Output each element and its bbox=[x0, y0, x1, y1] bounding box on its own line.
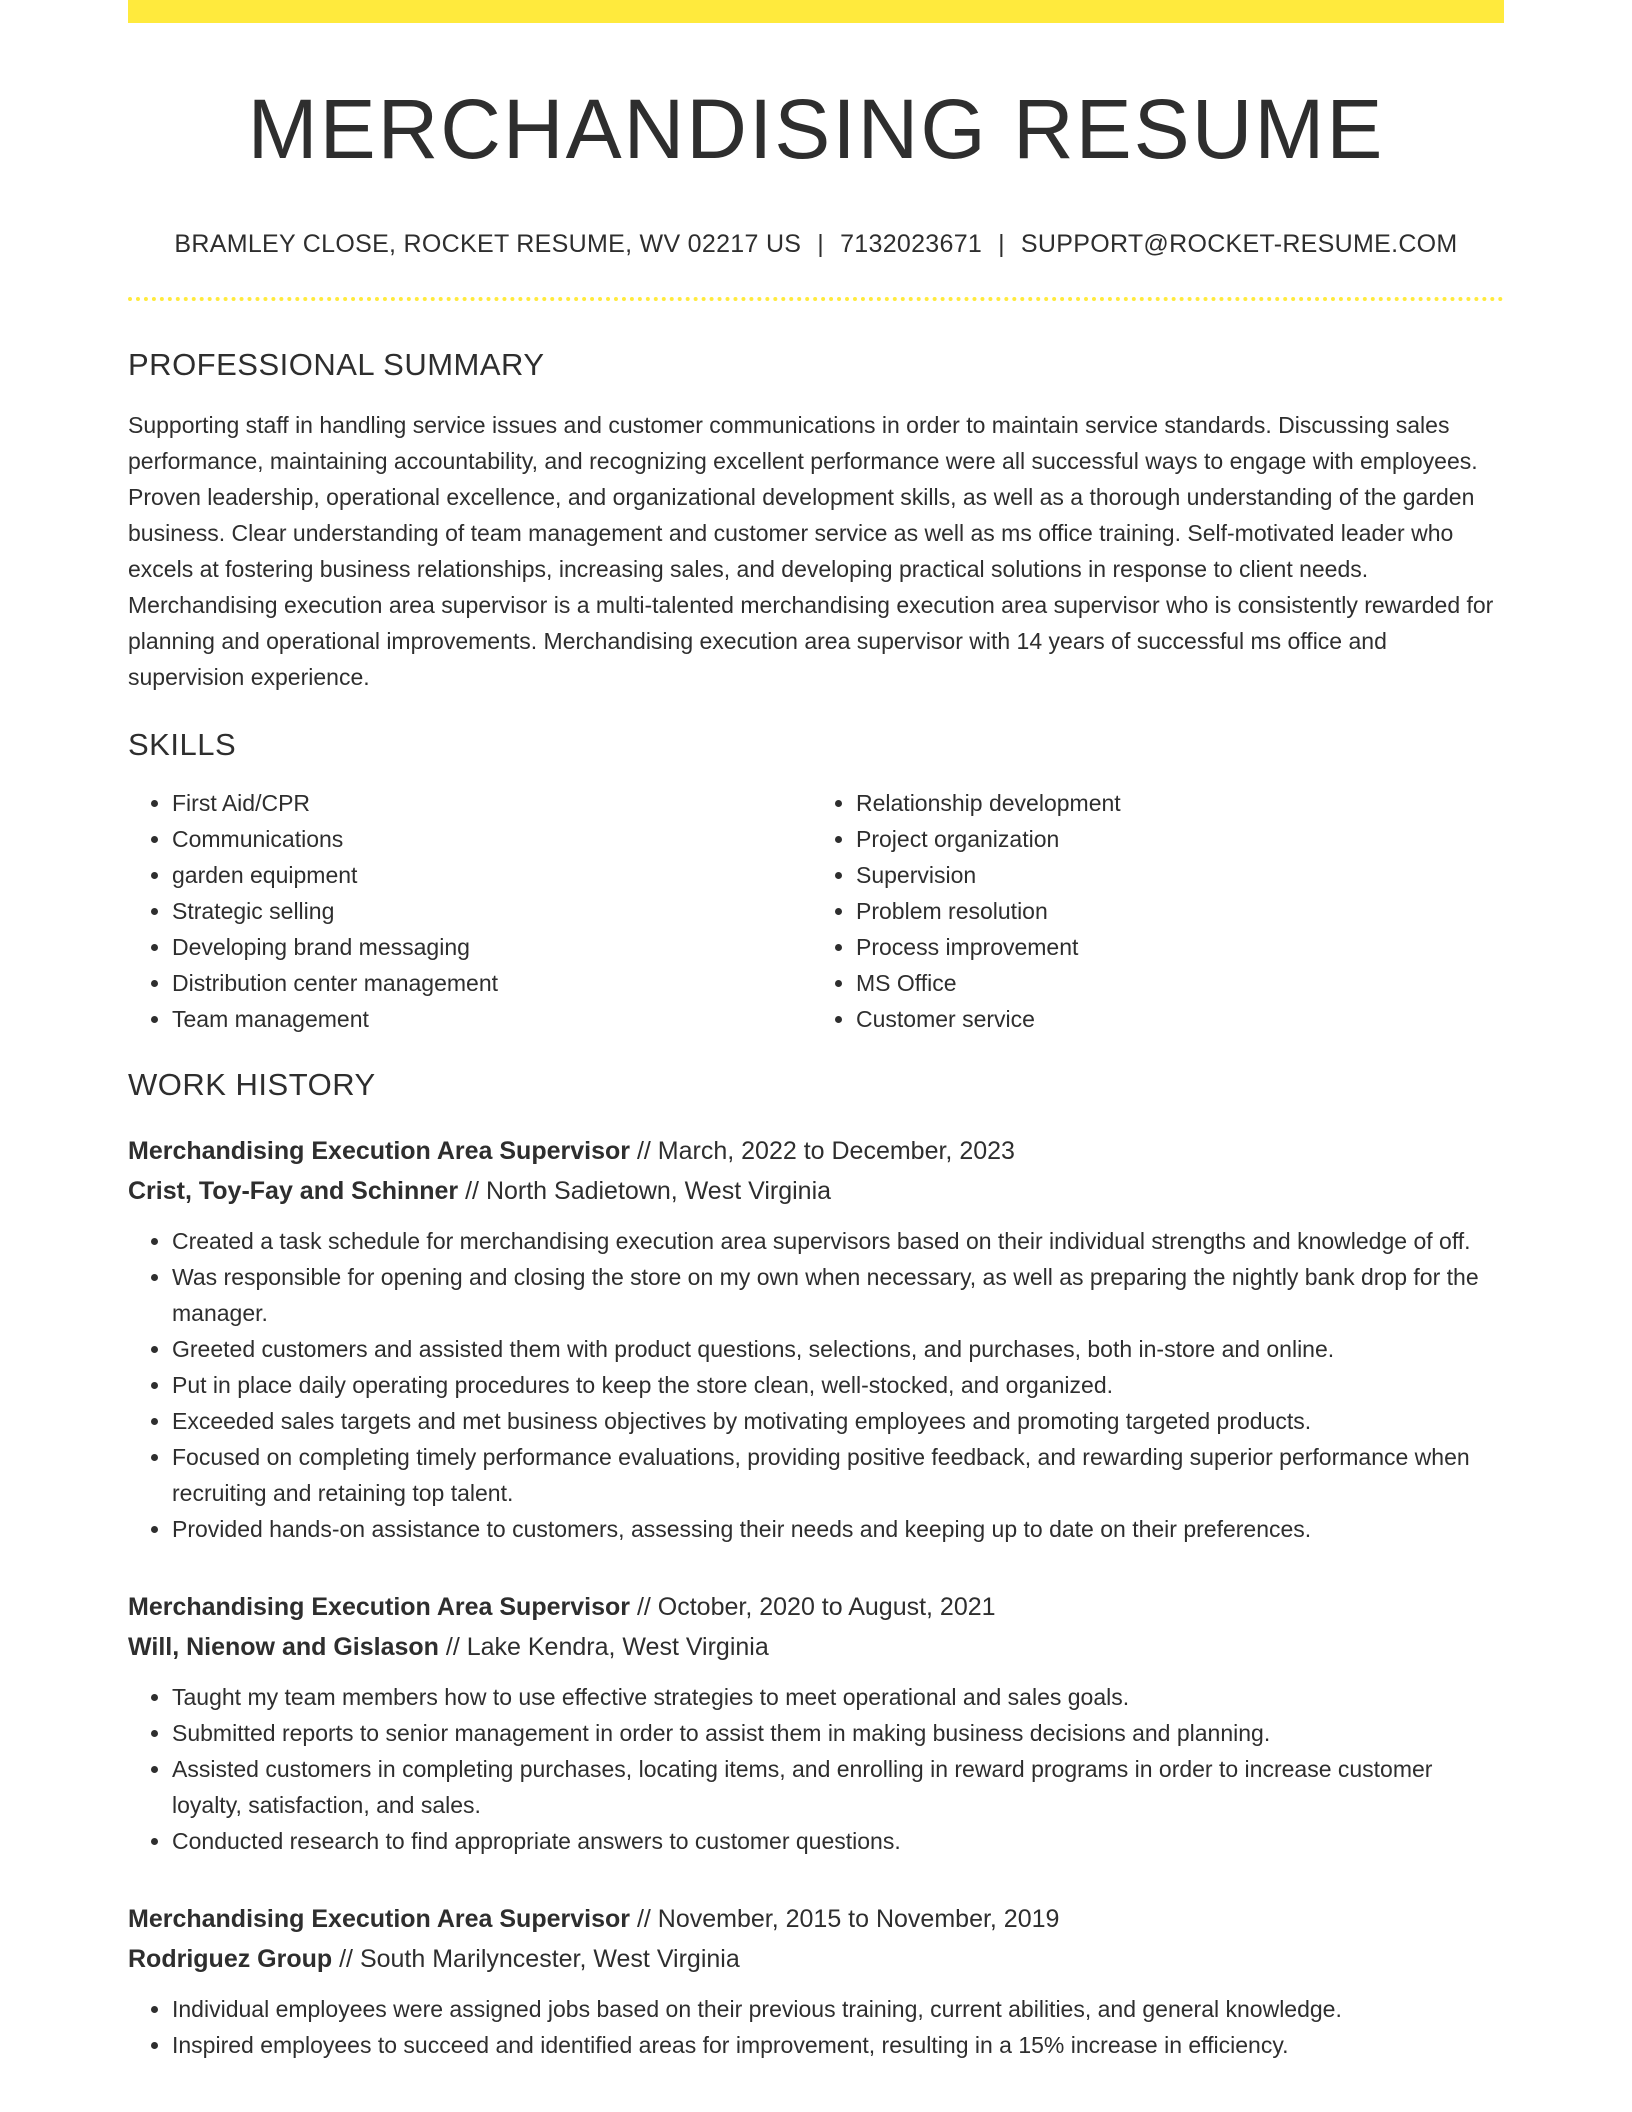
job-bullets bbox=[128, 1223, 1504, 1547]
job-location: // Lake Kendra, West Virginia bbox=[445, 1633, 769, 1662]
job-role: Merchandising Execution Area Supervisor bbox=[128, 1593, 630, 1622]
job-bullet: • Created a task schedule for merchandising execution area supervisors based on their individual strengths and knowledge of off. bbox=[172, 1223, 1504, 1259]
skills-column-left bbox=[128, 785, 806, 1037]
skill-item: • Customer service bbox=[856, 1001, 1490, 1037]
skill-item: • Distribution center management bbox=[172, 965, 806, 1001]
job-dates: // November, 2015 to November, 2019 bbox=[636, 1905, 1060, 1934]
job-company: Crist, Toy-Fay and Schinner bbox=[128, 1177, 459, 1206]
job-bullet: • Inspired employees to succeed and identified areas for improvement, resulting in a 15% increase in efficiency. bbox=[172, 2027, 1504, 2063]
job-location: // North Sadietown, West Virginia bbox=[465, 1177, 832, 1206]
skill-item: • Project organization bbox=[856, 821, 1490, 857]
contact-email: SUPPORT@ROCKET-RESUME.COM bbox=[1020, 230, 1458, 259]
job-bullet: • Put in place daily operating procedures to keep the store clean, well-stocked, and organized. bbox=[172, 1367, 1504, 1403]
skill-item: • garden equipment bbox=[172, 857, 806, 893]
job-dates: // March, 2022 to December, 2023 bbox=[636, 1137, 1015, 1166]
skills-list bbox=[128, 785, 1504, 1037]
skill-item: • Strategic selling bbox=[172, 893, 806, 929]
job-bullet: • Taught my team members how to use effective strategies to meet operational and sales goals. bbox=[172, 1679, 1504, 1715]
skill-item: • Supervision bbox=[856, 857, 1490, 893]
contact-address: BRAMLEY CLOSE, ROCKET RESUME, WV 02217 US bbox=[174, 230, 802, 259]
work-history-heading: WORK HISTORY bbox=[128, 1067, 376, 1103]
job-bullet: • Focused on completing timely performance evaluations, providing positive feedback, and rewarding superior performance when recruiting and retaining top talent. bbox=[172, 1439, 1504, 1511]
skill-item: • Developing brand messaging bbox=[172, 929, 806, 965]
contact-separator: | bbox=[817, 230, 825, 259]
job-entry bbox=[128, 1587, 1504, 1859]
contact-phone: 7132023671 bbox=[840, 230, 983, 259]
job-company-line bbox=[128, 1939, 1504, 1979]
resume-page bbox=[128, 0, 1504, 2063]
job-role-line bbox=[128, 1587, 1504, 1627]
summary-text: Supporting staff in handling service issues and customer communications in order to maintain service standards. Discussing sales performance, maintaining accountability, and recognizing excellent performance were all successful ways to engage with employees. Proven leadership, operational excellence, and organizational development skills, as well as a thorough understanding of the garden business. Clear understanding of team management and customer service as well as ms office training. Self-motivated leader who excels at fostering business relationships, increasing sales, and developing practical solutions in response to client needs. Merchandising execution area supervisor is a multi-talented merchandising execution area supervisor who is consistently rewarded for planning and operational improvements. Merchandising execution area supervisor with 14 years of successful ms office and supervision experience. bbox=[128, 412, 1494, 691]
job-company: Rodriguez Group bbox=[128, 1945, 333, 1974]
skill-item: • Process improvement bbox=[856, 929, 1490, 965]
job-bullet: • Provided hands-on assistance to customers, assessing their needs and keeping up to date on their preferences. bbox=[172, 1511, 1504, 1547]
job-bullets bbox=[128, 1991, 1504, 2063]
skill-item: • Team management bbox=[172, 1001, 806, 1037]
job-company: Will, Nienow and Gislason bbox=[128, 1633, 439, 1662]
top-accent-bar bbox=[128, 0, 1504, 23]
resume-title: MERCHANDISING RESUME bbox=[247, 82, 1385, 176]
job-bullet: • Submitted reports to senior management in order to assist them in making business decisions and planning. bbox=[172, 1715, 1504, 1751]
job-bullet: • Assisted customers in completing purchases, locating items, and enrolling in reward programs in order to increase customer loyalty, satisfaction, and sales. bbox=[172, 1751, 1504, 1823]
job-entry bbox=[128, 1899, 1504, 2063]
job-location: // South Marilyncester, West Virginia bbox=[339, 1945, 740, 1974]
job-bullet: • Individual employees were assigned jobs based on their previous training, current abilities, and general knowledge. bbox=[172, 1991, 1504, 2027]
job-company-line bbox=[128, 1171, 1504, 1211]
job-entry bbox=[128, 1131, 1504, 1547]
skill-item: • Communications bbox=[172, 821, 806, 857]
job-role-line bbox=[128, 1131, 1504, 1171]
skills-column-right bbox=[806, 785, 1490, 1037]
summary-heading: PROFESSIONAL SUMMARY bbox=[128, 347, 545, 383]
job-bullet: • Conducted research to find appropriate answers to customer questions. bbox=[172, 1823, 1504, 1859]
job-role-line bbox=[128, 1899, 1504, 1939]
skill-item: • Problem resolution bbox=[856, 893, 1490, 929]
job-bullets bbox=[128, 1679, 1504, 1859]
skills-heading: SKILLS bbox=[128, 727, 237, 763]
contact-line bbox=[128, 230, 1504, 259]
skill-item: • Relationship development bbox=[856, 785, 1490, 821]
job-bullet: • Was responsible for opening and closing the store on my own when necessary, as well as preparing the nightly bank drop for the manager. bbox=[172, 1259, 1504, 1331]
job-company-line bbox=[128, 1627, 1504, 1667]
skill-item: • MS Office bbox=[856, 965, 1490, 1001]
job-role: Merchandising Execution Area Supervisor bbox=[128, 1905, 630, 1934]
job-role: Merchandising Execution Area Supervisor bbox=[128, 1137, 630, 1166]
job-bullet: • Greeted customers and assisted them with product questions, selections, and purchases, both in-store and online. bbox=[172, 1331, 1504, 1367]
skill-item: • First Aid/CPR bbox=[172, 785, 806, 821]
dotted-divider bbox=[128, 297, 1504, 301]
contact-separator: | bbox=[998, 230, 1005, 259]
job-bullet: • Exceeded sales targets and met business objectives by motivating employees and promoting targeted products. bbox=[172, 1403, 1504, 1439]
job-dates: // October, 2020 to August, 2021 bbox=[636, 1593, 996, 1622]
